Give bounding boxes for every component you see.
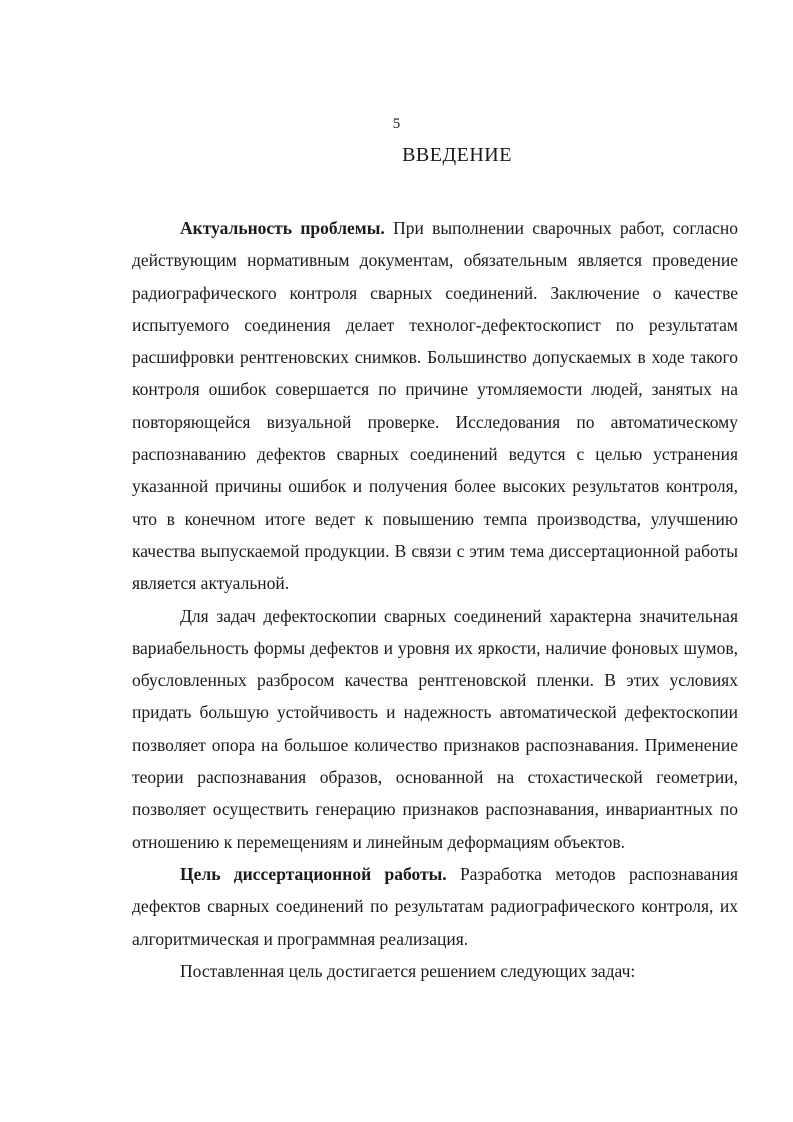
body-text	[132, 212, 738, 987]
paragraph-relevance	[132, 212, 738, 600]
page-number: 5	[392, 116, 401, 132]
paragraph-defectoscopy	[132, 600, 738, 858]
section-heading: ВВЕДЕНИЕ	[402, 144, 512, 166]
paragraph-goal	[132, 858, 738, 955]
paragraph-text: Для задач дефектоскопии сварных соединений характерна значительная вариабельность формы дефектов и уровня их яркости, наличие фоновых шумов, обусловленных разбросом качества рентгеновской пленки. В этих условиях придать большую устойчивость и надежность автоматической дефектоскопии позволяет опора на большое количество признаков распознавания. Применение теории распознавания образов, основанной на стохастической геометрии, позволяет осуществить генерацию признаков распознавания, инвариантных по отношению к перемещениям и линейным деформациям объектов.	[132, 605, 738, 852]
paragraph-lead: Актуальность проблемы.	[180, 218, 385, 238]
paragraph-text: Поставленная цель достигается решением следующих задач:	[180, 960, 636, 981]
paragraph-lead: Цель диссертационной работы.	[180, 863, 447, 884]
paragraph-tasks	[132, 955, 738, 987]
paragraph-text: Разработка методов распознавания дефектов сварных соединений по результатам радиографического контроля, их алгоритмическая и программная реализация.	[132, 863, 738, 949]
paragraph-text: При выполнении сварочных работ, согласно действующим нормативным документам, обязательным является проведение радиографического контроля сварных соединений. Заключение о качестве испытуемого соединения делает технолог-дефектоскопист по результатам расшифровки рентгеновских снимков. Большинство допускаемых в ходе такого контроля ошибок совершается по причине утомляемости людей, занятых на повторяющейся визуальной проверке. Исследования по автоматическому распознаванию дефектов сварных соединений ведутся с целью устранения указанной причины ошибок и получения более высоких результатов контроля, что в конечном итоге ведет к повышению темпа производства, улучшению качества выпускаемой продукции. В связи с этим тема диссертационной работы является актуальной.	[132, 218, 738, 594]
